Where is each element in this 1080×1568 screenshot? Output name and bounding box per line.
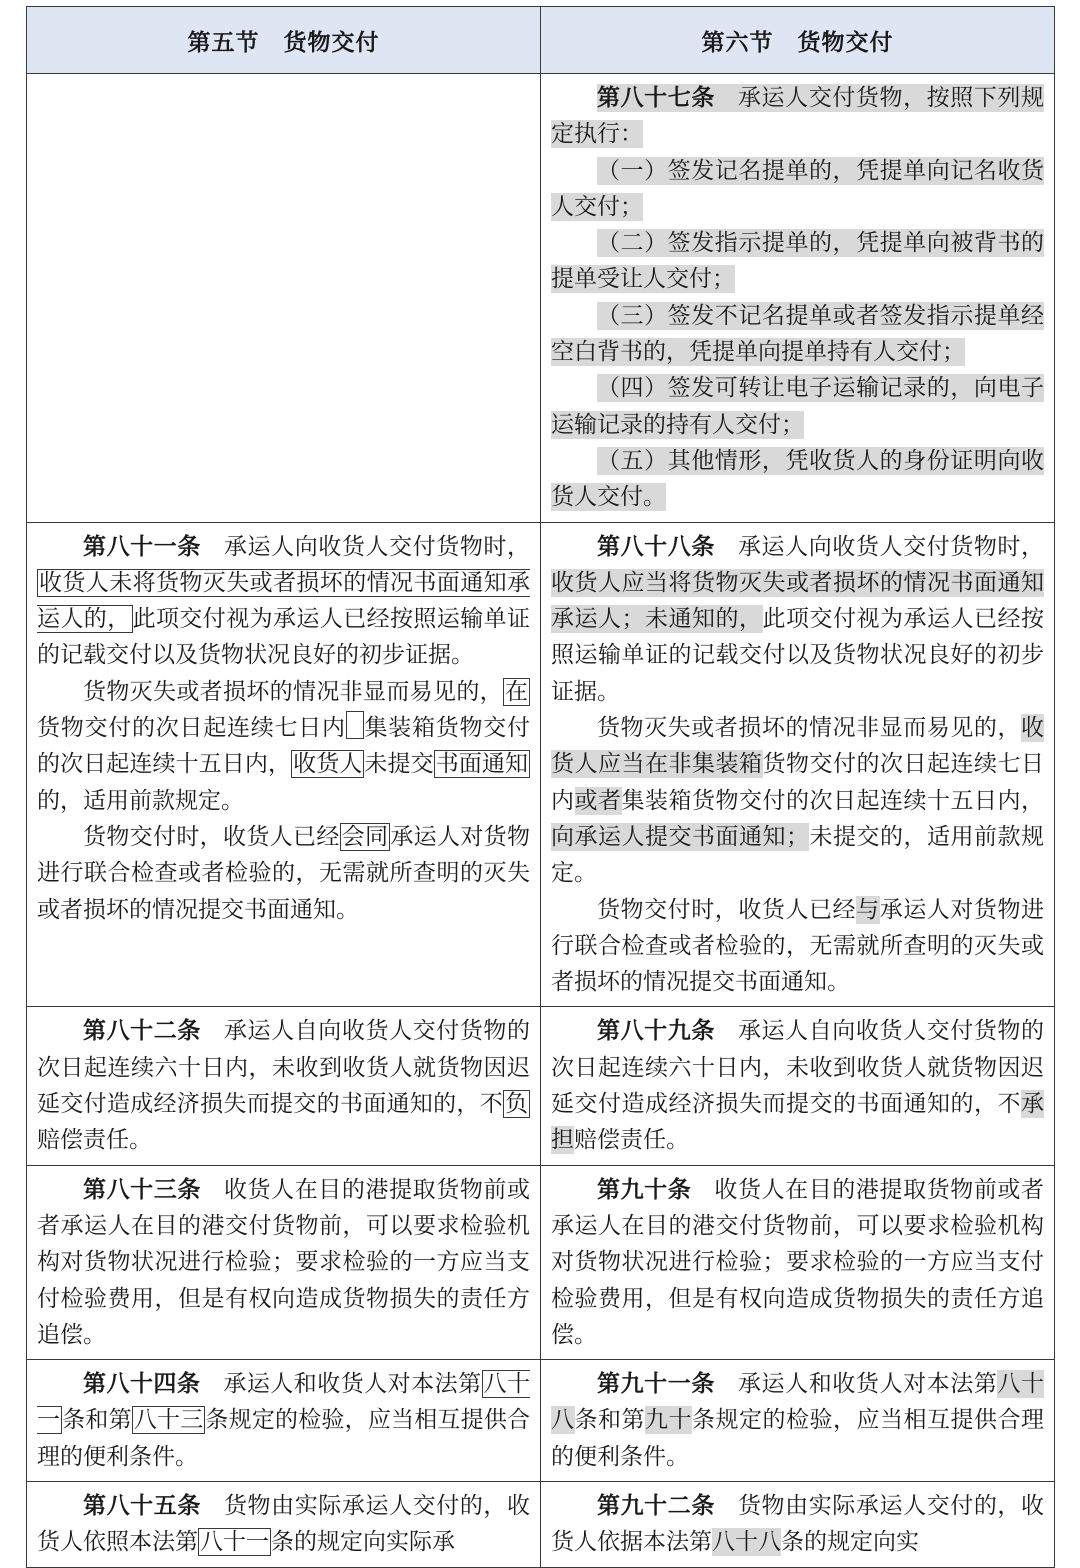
article-text: 货物由实际承运人交付的，收货人依据本法第 [551,1492,1045,1556]
article-85-cell [27,1481,541,1567]
boxed-text: 在 [505,678,528,705]
article-number: 第八十二条 [83,1018,201,1045]
paragraph [37,1366,530,1475]
paragraph [37,1172,530,1353]
highlighted-text: 八十八 [551,1371,1045,1434]
paragraph [551,1488,1044,1561]
article-88-cell [541,522,1055,1007]
article-number: 第八十八条 [597,533,715,560]
highlighted-text: （二）签发指示提单的，凭提单向被背书的提单受让人交付； [551,230,1044,293]
highlighted-text: 或者 [574,787,622,814]
article-text: 承运人向收货人交付货物时， [737,533,1045,560]
comparison-table [26,6,1055,1568]
table-row [27,1007,1055,1165]
highlighted-text: 向承运人提交书面通知； [551,823,809,850]
highlighted-text: 收货人应当将货物灭失或者损坏的情况书面通知承运人；未通知的， [551,569,1044,633]
article-number: 第九十一条 [597,1371,715,1398]
paragraph [551,80,1044,153]
article-number: 第八十一条 [83,533,201,560]
article-text: 未提交的，适用前款规定。 [551,823,1044,887]
article-text: 条和第 [62,1407,132,1434]
article-text: 承运人对货物进行联合检查或者检验的，无需就所查明的灭失或者损坏的情况提交书面通知。 [37,823,531,923]
empty-left-cell [27,74,541,523]
boxed-text: 八十一 [200,1529,269,1556]
boxed-text: 八十三 [133,1407,204,1434]
article-text: 承运人交付货物，按照下列规定执行： [551,85,1045,148]
article-text: 承运人和收货人对本法第 [223,1371,482,1398]
article-82-cell [27,1007,541,1165]
article-text: 收货人在目的港提取货物前或者承运人在目的港交付货物前，可以要求检验机构对货物状况进行检验；要求检验的一方应当支付检验费用，但是有权向造成货物损失的责任方追偿。 [37,1176,531,1348]
article-text: 赔偿责任。 [37,1127,152,1154]
article-number: 第八十三条 [83,1176,201,1203]
article-text: 条的规定向实际承 [271,1529,455,1556]
header-row [27,7,1055,74]
paragraph [551,1366,1044,1475]
paragraph [37,1488,530,1561]
highlighted-text: （五）其他情形，凭收货人的身份证明向收货人交付。 [551,447,1044,511]
article-text: 未提交 [364,751,434,778]
article-number: 第八十七条 [597,85,715,111]
article-text: 货物灭失或者损坏的情况非显而易见的， [597,715,1021,742]
article-text: 条规定的检验，应当相互提供合理的便利条件。 [37,1407,531,1470]
paragraph [551,370,1044,443]
highlighted-text: 八十八 [712,1529,781,1556]
highlighted-text [551,84,1044,148]
left-column-header: 第五节 货物交付 [27,7,541,74]
paragraph [37,529,530,674]
article-90-cell [541,1165,1055,1359]
article-text: 集装箱货物交付的次日起连续十五日内， [37,715,530,778]
paragraph [37,819,530,928]
article-text: 承运人和收货人对本法第 [737,1371,998,1398]
right-column-header: 第六节 货物交付 [541,7,1055,74]
article-text: 货物灭失或者损坏的情况非显而易见的， [83,678,503,705]
highlighted-text: 与 [856,896,880,923]
boxed-text: 负 [505,1091,528,1118]
boxed-text: 会同 [341,823,389,850]
article-text: 条规定的检验，应当相互提供合理的便利条件。 [551,1407,1044,1470]
paragraph [551,1013,1044,1158]
article-text: 条和第 [574,1407,645,1434]
article-text: 承运人对货物进行联合检查或者检验的，无需就所查明的灭失或者损坏的情况提交书面通知。 [551,896,1045,996]
highlighted-text: （三）签发不记名提单或者签发指示提单经空白背书的，凭提单向提单持有人交付； [551,302,1044,366]
table-row [27,74,1055,523]
article-text: 条的规定向实 [781,1529,919,1556]
boxed-text: 收货人 [293,751,363,778]
article-text: 货物交付时，收货人已经 [83,823,340,850]
paragraph [551,1172,1044,1353]
article-89-cell [541,1007,1055,1165]
article-text: 赔偿责任。 [574,1127,689,1154]
article-text: 的，适用前款规定。 [37,787,244,814]
paragraph [551,710,1044,891]
boxed-text: 书面通知 [435,751,529,778]
article-text: 收货人在目的港提取货物前或者承运人在目的港交付货物前，可以要求检验机构对货物状况进行检验；要求检验的一方应当支付检验费用，但是有权向造成货物损失的责任方追偿。 [551,1176,1045,1348]
article-text: 此项交付视为承运人已经按照运输单证的记载交付以及货物状况良好的初步证据。 [37,606,531,669]
article-92-cell [541,1481,1055,1567]
article-91-cell [541,1360,1055,1482]
paragraph [37,674,530,819]
paragraph [551,298,1044,371]
paragraph [551,529,1044,710]
article-number: 第九十二条 [597,1492,715,1519]
paragraph [37,1013,530,1158]
article-text: 承运人自向收货人交付货物的次日起连续六十日内，未收到收货人就货物因迟延交付造成经济损失而提交的书面通知的，不 [37,1018,531,1118]
article-81-cell [27,522,541,1007]
empty-box [346,711,364,739]
article-number: 第八十四条 [83,1371,201,1398]
table-row [27,1481,1055,1567]
article-text: 货物交付时，收货人已经 [597,896,857,923]
table-row [27,1165,1055,1359]
article-number: 第八十五条 [83,1492,201,1519]
article-text: 集装箱货物交付的次日起连续十五日内， [621,787,1044,814]
article-text: 承运人向收货人交付货物时， [223,533,531,560]
highlighted-text: 收货人应当在非集装箱 [551,715,1044,778]
highlighted-text: 承担 [551,1091,1044,1154]
article-number: 第八十九条 [597,1018,715,1045]
article-text: 货物交付的次日起连续七日内 [37,715,346,742]
article-text: 货物交付的次日起连续七日内 [551,751,1044,814]
boxed-text: 收货人未将货物灭失或者损坏的情况书面通知承运人的， [37,569,530,633]
paragraph [551,443,1044,516]
boxed-text: 八十一 [37,1371,531,1434]
article-text: 此项交付视为承运人已经按照运输单证的记载交付以及货物状况良好的初步证据。 [551,606,1044,705]
article-text: 承运人自向收货人交付货物的次日起连续六十日内，未收到收货人就货物因迟延交付造成经济损失而提交的书面通知的，不 [551,1018,1045,1118]
table-row [27,522,1055,1007]
article-84-cell [27,1360,541,1482]
highlighted-text: （四）签发可转让电子运输记录的，向电子运输记录的持有人交付； [551,375,1044,438]
paragraph [551,225,1044,298]
paragraph [551,892,1044,1001]
highlighted-text: 九十 [645,1407,692,1434]
article-number: 第九十条 [597,1176,692,1203]
paragraph [551,153,1044,226]
article-text: 货物由实际承运人交付的，收货人依照本法第 [37,1492,531,1556]
article-83-cell [27,1165,541,1359]
table-row [27,1360,1055,1482]
article-87-cell [541,74,1055,523]
highlighted-text: （一）签发记名提单的，凭提单向记名收货人交付； [551,157,1044,220]
